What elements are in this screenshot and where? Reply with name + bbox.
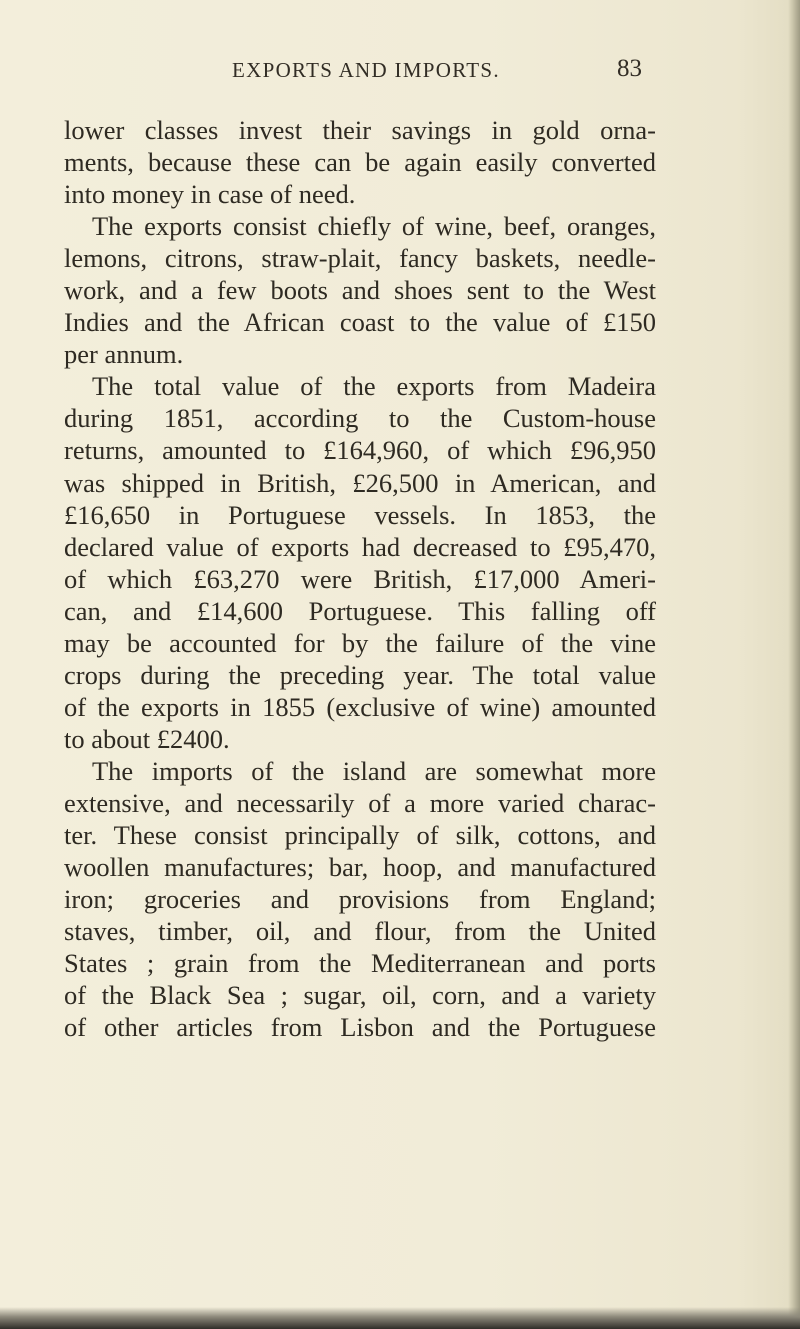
text-line: during 1851, according to the Custom-house [64,403,656,434]
text-line: staves, timber, oil, and flour, from the United [64,916,656,947]
text-line: per annum. [64,339,184,370]
text-line: lemons, citrons, straw-plait, fancy baskets, needle- [64,243,656,274]
text-line: The total value of the exports from Madeira [92,371,656,402]
page-edge-shadow [788,0,800,1329]
text-line: woollen manufactures; bar, hoop, and manufactured [64,852,656,883]
page-number: 83 [617,55,642,82]
text-line: £16,650 in Portuguese vessels. In 1853, the [64,499,656,530]
text-line: of the Black Sea ; sugar, oil, corn, and a variety [64,980,656,1011]
text-line: returns, amounted to £164,960, of which £96,950 [64,435,656,466]
text-line: ter. These consist principally of silk, cottons, and [64,820,656,851]
text-line: can, and £14,600 Portuguese. This falling off [64,595,656,626]
text-line: of which £63,270 were British, £17,000 Ameri- [64,563,656,594]
page-header [0,55,800,88]
text-line: The exports consist chiefly of wine, beef, oranges, [92,211,656,242]
running-head: EXPORTS AND IMPORTS. [232,58,500,82]
page-bottom-shadow [0,1307,800,1329]
text-line: extensive, and necessarily of a more varied charac- [64,787,656,818]
text-line: States ; grain from the Mediterranean and ports [64,948,656,979]
text-line: declared value of exports had decreased to £95,470, [64,531,656,562]
text-line: iron; groceries and provisions from England; [64,884,656,915]
text-line: lower classes invest their savings in gold orna- [64,115,656,145]
text-line: crops during the preceding year. The total value [64,659,656,690]
text-line: into money in case of need. [64,179,356,210]
text-line: The imports of the island are somewhat more [92,755,656,786]
text-line: may be accounted for by the failure of the vine [64,627,656,658]
text-line: ments, because these can be again easily converted [64,147,656,178]
text-line: of the exports in 1855 (exclusive of wine) amounted [64,691,656,722]
text-line: of other articles from Lisbon and the Portuguese [64,1012,656,1043]
text-line: was shipped in British, £26,500 in American, and [64,467,656,498]
text-line: to about £2400. [64,723,230,754]
text-line: Indies and the African coast to the value of £150 [64,307,656,338]
body-text [64,114,656,1043]
text-line: work, and a few boots and shoes sent to the West [64,275,656,306]
